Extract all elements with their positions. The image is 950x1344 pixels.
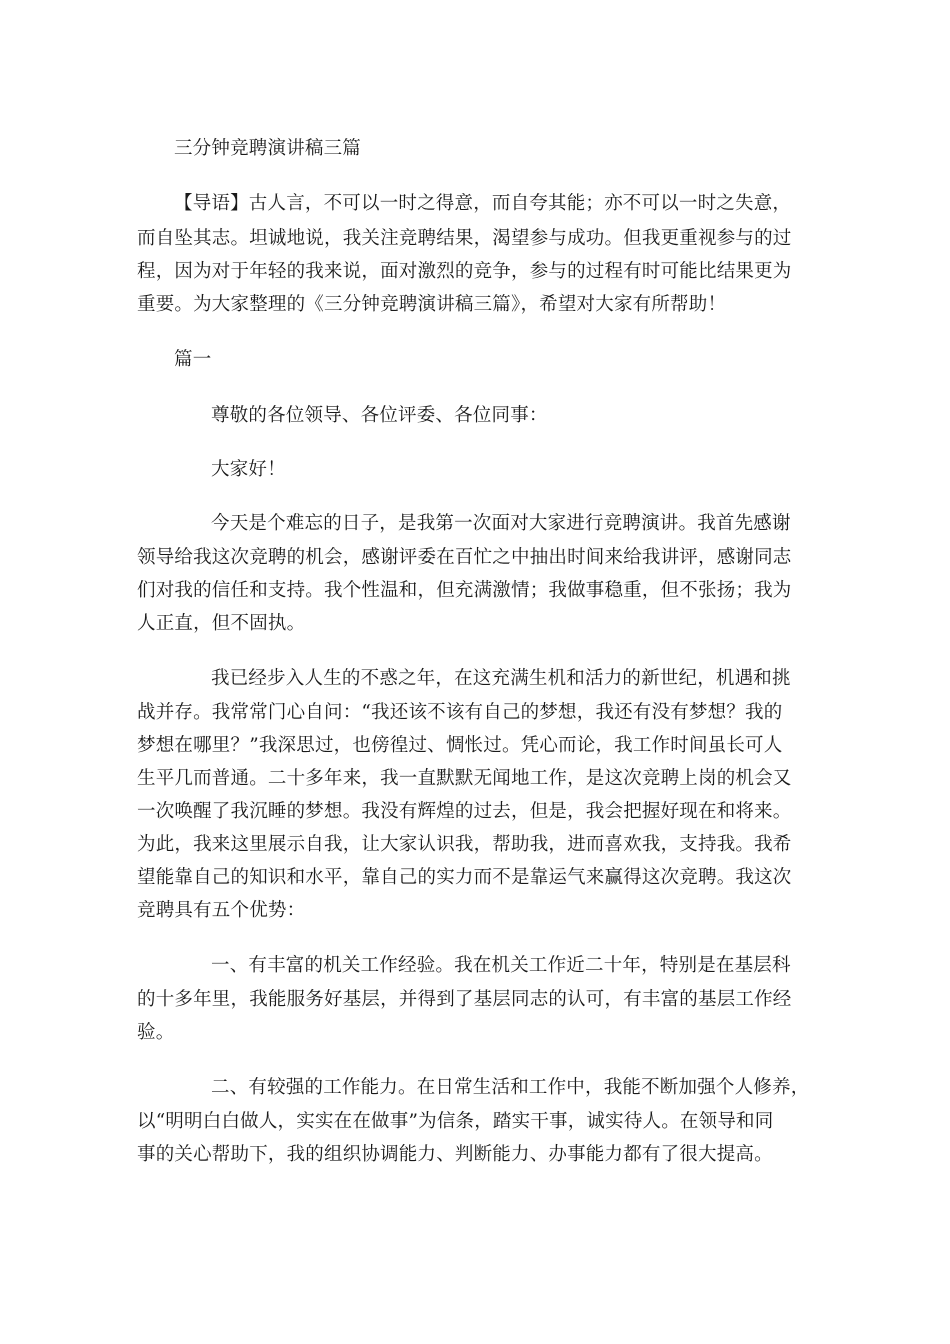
paragraph-line: 二、有较强的工作能力。在日常生活和工作中，我能不断加强个人修养，	[211, 1077, 810, 1098]
paragraph-line: 验。	[137, 1022, 175, 1043]
paragraph-line: 竞聘具有五个优势：	[137, 900, 306, 921]
paragraph-line: 今天是个难忘的日子，是我第一次面对大家进行竞聘演讲。我首先感谢	[211, 513, 791, 534]
paragraph-line: 人正直，但不固执。	[137, 613, 306, 634]
paragraph-line: 事的关心帮助下，我的组织协调能力、判断能力、办事能力都有了很大提高。	[137, 1144, 773, 1165]
paragraph-line: 望能靠自己的知识和水平，靠自己的实力而不是靠运气来赢得这次竞聘。我这次	[137, 867, 792, 888]
paragraph-line: 生平几而普通。二十多年来，我一直默默无闻地工作，是这次竞聘上岗的机会又	[137, 768, 792, 789]
paragraph-line: 领导给我这次竞聘的机会，感谢评委在百忙之中抽出时间来给我讲评，感谢同志	[137, 547, 792, 568]
intro-line: 【导语】古人言，不可以一时之得意，而自夸其能；亦不可以一时之失意，	[174, 193, 792, 214]
paragraph-line: 的十多年里，我能服务好基层，并得到了基层同志的认可，有丰富的基层工作经	[137, 989, 792, 1010]
paragraph-line: 我已经步入人生的不惑之年，在这充满生机和活力的新世纪，机遇和挑	[211, 668, 791, 689]
intro-line: 而自坠其志。坦诚地说，我关注竞聘结果，渴望参与成功。但我更重视参与的过	[137, 228, 792, 249]
document-title: 三分钟竞聘演讲稿三篇	[174, 138, 362, 159]
paragraph-line: 以“明明白白做人，实实在在做事”为信条，踏实干事，诚实待人。在领导和同	[137, 1111, 774, 1132]
intro-line: 程，因为对于年轻的我来说，面对激烈的竞争，参与的过程有时可能比结果更为	[137, 261, 792, 282]
intro-line: 重要。为大家整理的《三分钟竞聘演讲稿三篇》，希望对大家有所帮助！	[137, 294, 727, 315]
section-heading: 篇一	[174, 349, 212, 370]
paragraph-line: 为此，我来这里展示自我，让大家认识我，帮助我，进而喜欢我，支持我。我希	[137, 834, 792, 855]
paragraph-line: 梦想在哪里？”我深思过，也傍徨过、惆怅过。凭心而论，我工作时间虽长可人	[137, 735, 783, 756]
paragraph-line: 一次唤醒了我沉睡的梦想。我没有辉煌的过去，但是，我会把握好现在和将来。	[137, 801, 792, 822]
paragraph-line: 战并存。我常常门心自问：“我还该不该有自己的梦想，我还有没有梦想？我的	[137, 702, 783, 723]
paragraph-line: 们对我的信任和支持。我个性温和，但充满激情；我做事稳重，但不张扬；我为	[137, 580, 792, 601]
paragraph-line: 一、有丰富的机关工作经验。我在机关工作近二十年，特别是在基层科	[211, 955, 791, 976]
salutation: 尊敬的各位领导、各位评委、各位同事：	[211, 405, 548, 426]
greeting: 大家好！	[211, 459, 286, 480]
